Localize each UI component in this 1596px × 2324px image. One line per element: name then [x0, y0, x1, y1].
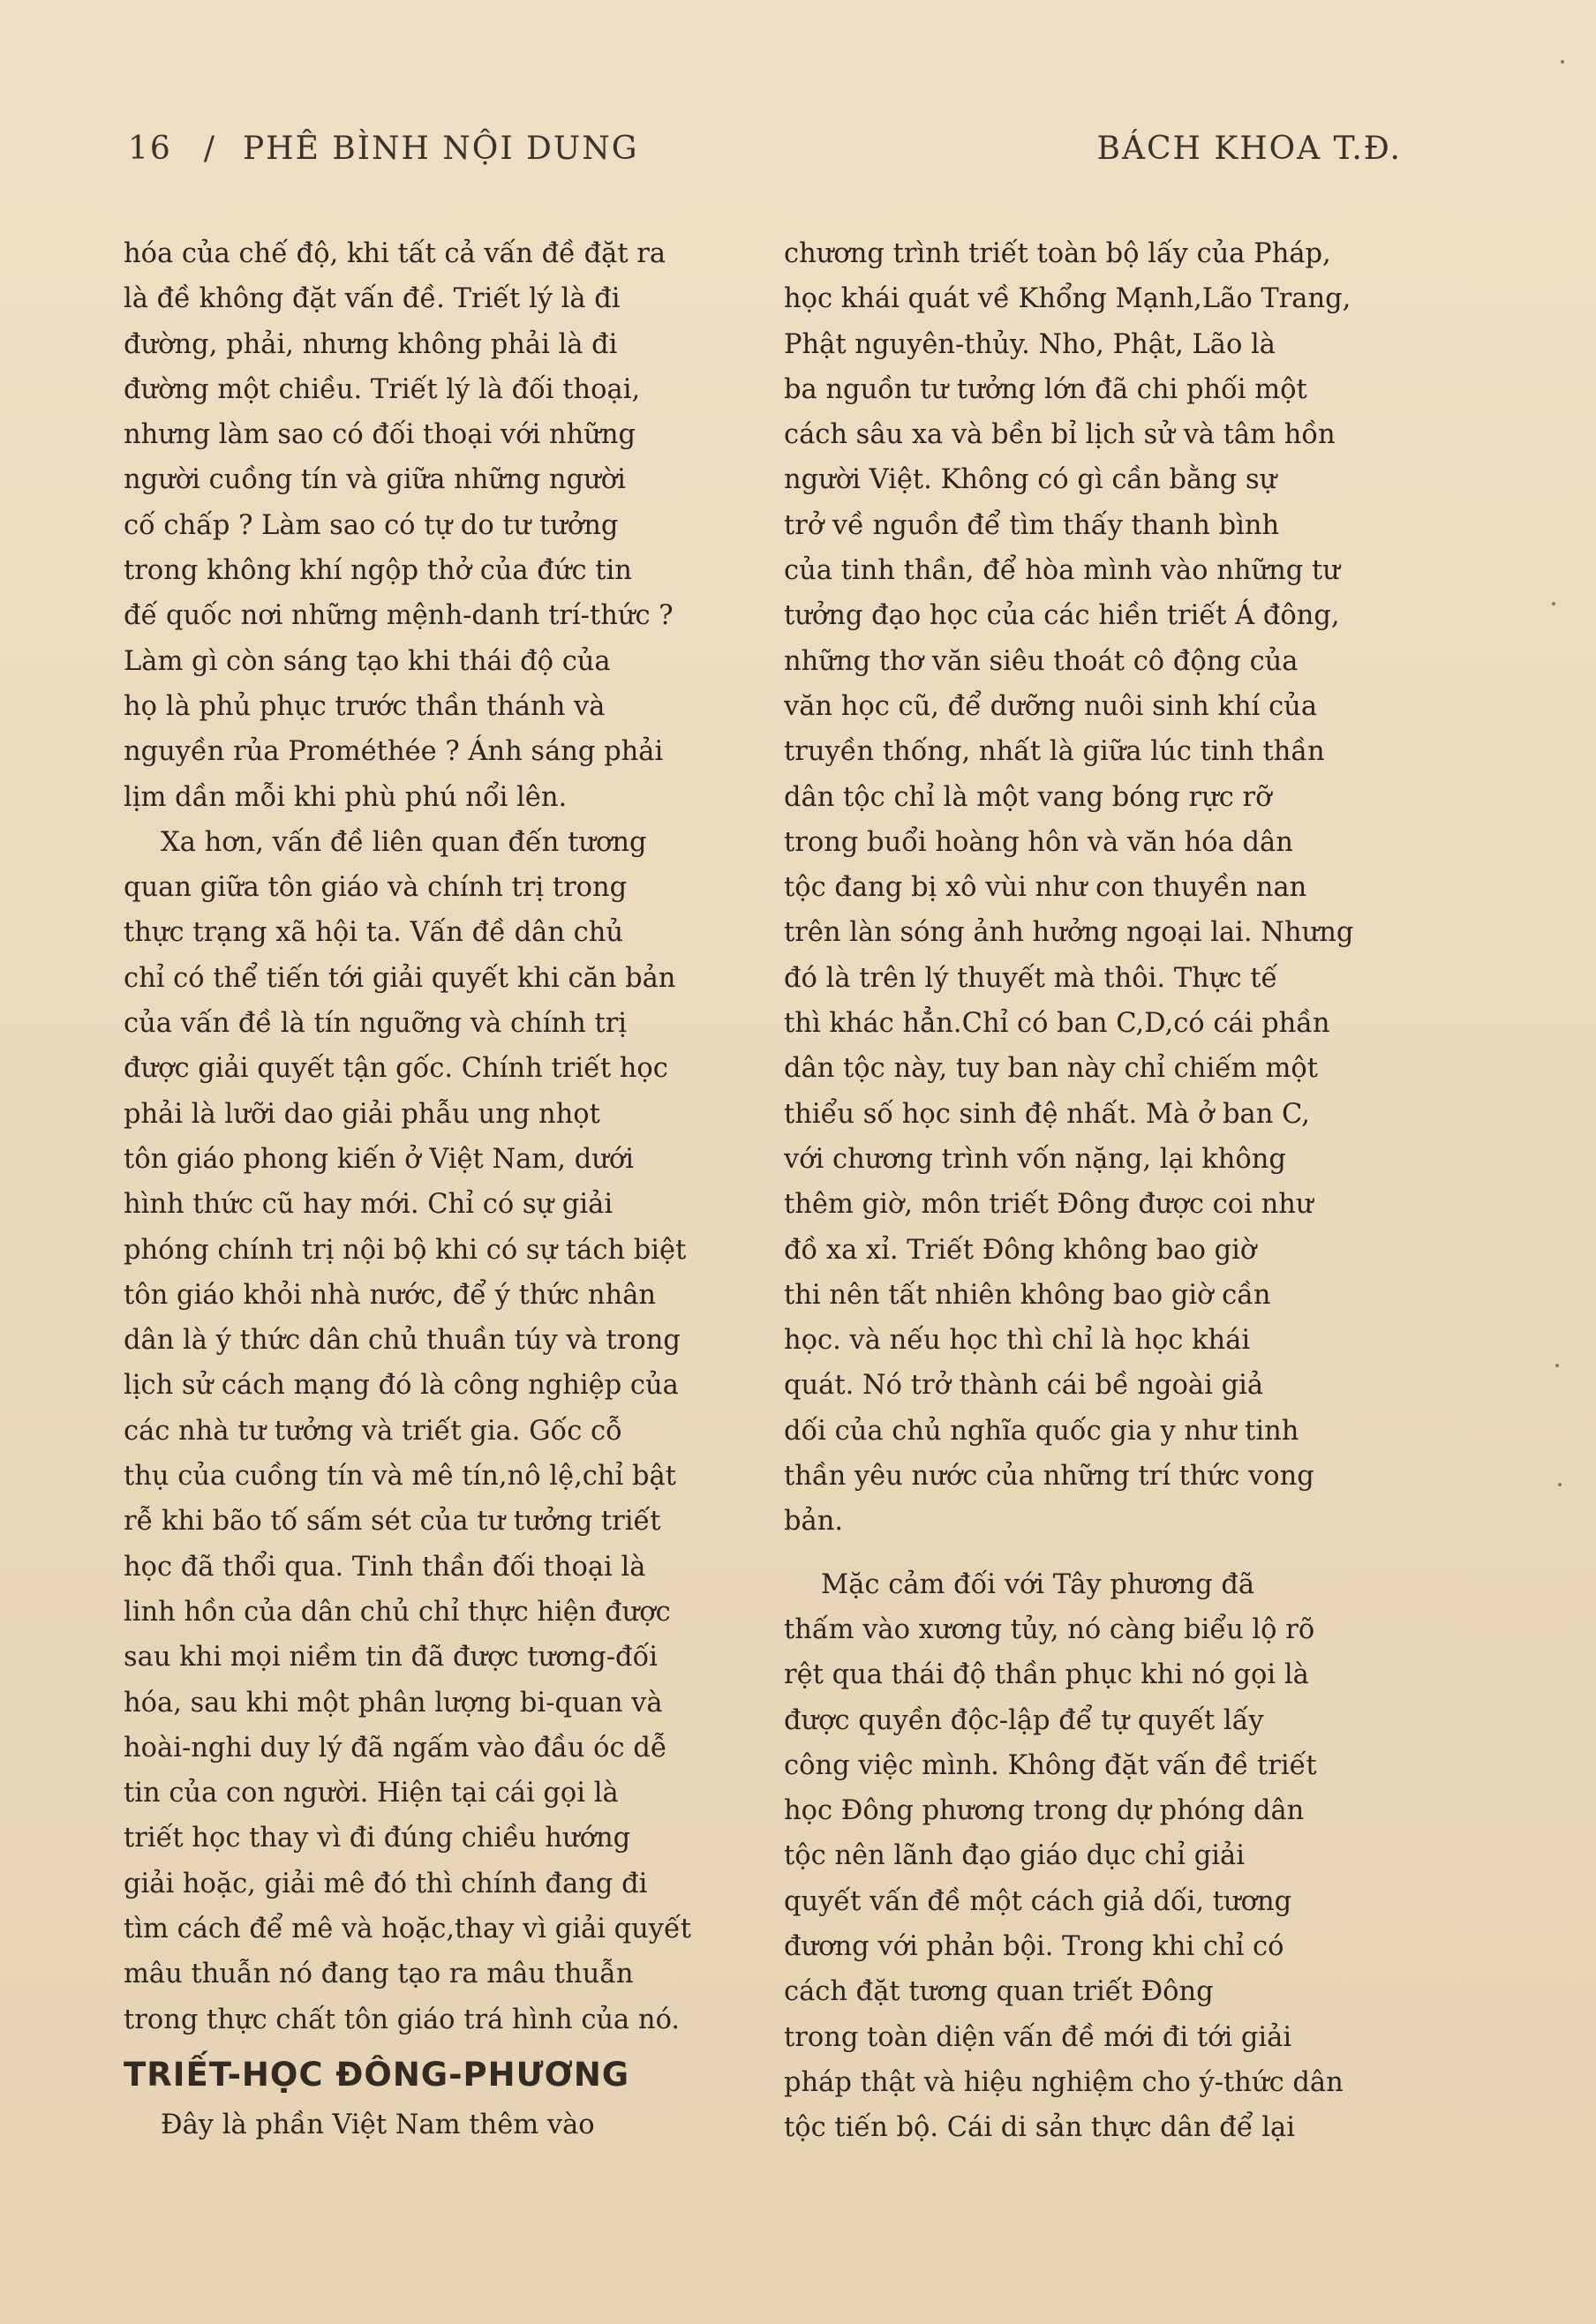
- text-line: nguyền rủa Prométhée ? Ánh sáng phải: [124, 736, 664, 768]
- paper-speck: [1561, 60, 1564, 64]
- page-number: 16: [128, 131, 172, 167]
- text-line: họ là phủ phục trước thần thánh và: [124, 690, 606, 722]
- text-line: thụ của cuồng tín và mê tín,nô lệ,chỉ bật: [124, 1461, 676, 1493]
- text-line: tộc nên lãnh đạo giáo dục chỉ giải: [784, 1840, 1245, 1872]
- text-line: cách đặt tương quan triết Đông: [784, 1976, 1214, 2008]
- text-line: chỉ có thể tiến tới giải quyết khi căn bản: [124, 962, 676, 994]
- text-line: mâu thuẫn nó đang tạo ra mâu thuẫn: [124, 1959, 634, 1990]
- text-line: thì khác hẳn.Chỉ có ban C,D,có cái phần: [784, 1008, 1330, 1040]
- paper-speck: [1558, 1483, 1562, 1486]
- text-line: cố chấp ? Làm sao có tự do tư tưởng: [124, 509, 619, 541]
- text-line: đương với phản bội. Trong khi chỉ có: [784, 1930, 1284, 1962]
- paper-speck: [1552, 602, 1555, 605]
- text-line: quyết vấn đề một cách giả dối, tương: [784, 1885, 1292, 1917]
- text-line: hóa, sau khi một phân lượng bi-quan và: [124, 1687, 663, 1719]
- text-line: những thơ văn siêu thoát cô động của: [784, 645, 1299, 677]
- text-line: đó là trên lý thuyết mà thôi. Thực tế: [784, 962, 1278, 994]
- text-line: tin của con người. Hiện tại cái gọi là: [124, 1778, 619, 1809]
- text-line: pháp thật và hiệu nghiệm cho ý-thức dân: [784, 2066, 1344, 2098]
- text-line: hình thức cũ hay mới. Chỉ có sự giải: [124, 1189, 614, 1221]
- text-line: truyền thống, nhất là giữa lúc tinh thần: [784, 736, 1325, 768]
- text-line: linh hồn của dân chủ chỉ thực hiện được: [124, 1596, 671, 1628]
- text-line: nhưng làm sao có đối thoại với những: [124, 419, 636, 451]
- text-line: dân tộc chỉ là một vang bóng rực rỡ: [784, 781, 1272, 813]
- text-line: tôn giáo khỏi nhà nước, để ý thức nhân: [124, 1279, 657, 1311]
- text-line: dối của chủ nghĩa quốc gia y như tinh: [784, 1415, 1299, 1447]
- text-line: phải là lưỡi dao giải phẫu ung nhọt: [124, 1098, 600, 1130]
- text-line: người Việt. Không có gì cần bằng sự: [784, 464, 1277, 496]
- text-line: thiểu số học sinh đệ nhất. Mà ở ban C,: [784, 1098, 1310, 1130]
- text-line: học. và nếu học thì chỉ là học khái: [784, 1325, 1251, 1357]
- text-line: rễ khi bão tố sấm sét của tư tưởng triết: [124, 1506, 661, 1538]
- text-line: văn học cũ, để dưỡng nuôi sinh khí của: [784, 690, 1317, 722]
- header-separator: /: [203, 131, 216, 167]
- text-line: là đề không đặt vấn đề. Triết lý là đi: [124, 283, 621, 315]
- paragraph: [784, 231, 1402, 1545]
- text-line: thấm vào xương tủy, nó càng biểu lộ rõ: [784, 1613, 1315, 1645]
- text-line: chương trình triết toàn bộ lấy của Pháp,: [784, 238, 1331, 269]
- text-line: đồ xa xỉ. Triết Đông không bao giờ: [784, 1234, 1257, 1266]
- text-line: học đã thổi qua. Tinh thần đối thoại là: [124, 1551, 646, 1583]
- text-line: tôn giáo phong kiến ở Việt Nam, dưới: [124, 1143, 634, 1175]
- text-line: dân là ý thức dân chủ thuần túy và trong: [124, 1325, 681, 1357]
- text-line: ba nguồn tư tưởng lớn đã chi phối một: [784, 373, 1307, 405]
- paragraph: [124, 231, 742, 820]
- text-line: học khái quát về Khổng Mạnh,Lão Trang,: [784, 283, 1351, 315]
- text-line: trong thực chất tôn giáo trá hình của nó.: [124, 2004, 681, 2035]
- text-line: quan giữa tôn giáo và chính trị trong: [124, 872, 628, 904]
- text-line: phóng chính trị nội bộ khi có sự tách biệt: [124, 1234, 687, 1266]
- text-line: Phật nguyên-thủy. Nho, Phật, Lão là: [784, 328, 1276, 360]
- text-line: trong không khí ngộp thở của đức tin: [124, 555, 632, 587]
- paragraph: [784, 1562, 1402, 2151]
- text-line: cách sâu xa và bền bỉ lịch sử và tâm hồn: [784, 419, 1336, 451]
- text-line: quát. Nó trở thành cái bề ngoài giả: [784, 1370, 1264, 1402]
- text-line: tưởng đạo học của các hiền triết Á đông,: [784, 600, 1340, 632]
- section-heading: TRIẾT-HỌC ĐÔNG-PHƯƠNG: [124, 2055, 630, 2094]
- section-title: PHÊ BÌNH NỘI DUNG: [242, 131, 639, 167]
- text-line: tộc tiến bộ. Cái di sản thực dân để lại: [784, 2112, 1295, 2144]
- running-header: [128, 131, 1402, 175]
- text-line: đường, phải, nhưng không phải là đi: [124, 328, 618, 360]
- text-line: trên làn sóng ảnh hưởng ngoại lai. Nhưng: [784, 917, 1354, 949]
- text-line: học Đông phương trong dự phóng dân: [784, 1795, 1305, 1827]
- text-line: Làm gì còn sáng tạo khi thái độ của: [124, 645, 611, 677]
- text-line: các nhà tư tưởng và triết gia. Gốc cỗ: [124, 1415, 622, 1447]
- text-line: thực trạng xã hội ta. Vấn đề dân chủ: [124, 917, 624, 949]
- text-line: thêm giờ, môn triết Đông được coi như: [784, 1189, 1314, 1221]
- paragraph: [124, 820, 742, 2042]
- text-line: tộc đang bị xô vùi như con thuyền nan: [784, 872, 1307, 904]
- text-line: hóa của chế độ, khi tất cả vấn đề đặt ra: [124, 238, 666, 269]
- text-line: rệt qua thái độ thần phục khi nó gọi là: [784, 1659, 1309, 1691]
- text-line: bản.: [784, 1506, 844, 1538]
- text-line: dân tộc này, tuy ban này chỉ chiếm một: [784, 1053, 1319, 1085]
- text-line: Xa hơn, vấn đề liên quan đến tương: [161, 826, 647, 858]
- text-line: đế quốc nơi những mệnh-danh trí-thức ?: [124, 600, 674, 632]
- publication-title: BÁCH KHOA T.Đ.: [1096, 131, 1402, 167]
- left-column: [124, 231, 742, 2147]
- text-line: sau khi mọi niềm tin đã được tương-đối: [124, 1642, 658, 1673]
- text-line: Mặc cảm đối với Tây phương đã: [821, 1568, 1255, 1600]
- text-line: hoài-nghi duy lý đã ngấm vào đầu óc dễ: [124, 1732, 667, 1764]
- text-line: trong toàn diện vấn đề mới đi tới giải: [784, 2021, 1292, 2053]
- text-line: được quyền độc-lập để tự quyết lấy: [784, 1704, 1264, 1736]
- text-line: thi nên tất nhiên không bao giờ cần: [784, 1279, 1271, 1311]
- text-line: được giải quyết tận gốc. Chính triết học: [124, 1053, 668, 1085]
- text-line: đường một chiều. Triết lý là đối thoại,: [124, 373, 641, 405]
- text-line: triết học thay vì đi đúng chiều hướng: [124, 1823, 631, 1854]
- text-line: lịm dần mỗi khi phù phú nổi lên.: [124, 781, 568, 813]
- right-column: [784, 231, 1402, 2150]
- text-line: của vấn đề là tín nguỡng và chính trị: [124, 1008, 628, 1040]
- text-line: giải hoặc, giải mê đó thì chính đang đi: [124, 1868, 648, 1899]
- text-line: tìm cách để mê và hoặc,thay vì giải quyết: [124, 1913, 692, 1944]
- text-line: trở về nguồn để tìm thấy thanh bình: [784, 509, 1280, 541]
- text-line: thần yêu nước của những trí thức vong: [784, 1461, 1314, 1493]
- paper-speck: [1555, 1364, 1559, 1367]
- text-line: lịch sử cách mạng đó là công nghiệp của: [124, 1370, 679, 1402]
- text-line: trong buổi hoàng hôn và văn hóa dân: [784, 826, 1293, 858]
- text-line: với chương trình vốn nặng, lại không: [784, 1143, 1286, 1175]
- paragraph: [124, 2102, 742, 2147]
- text-line: người cuồng tín và giữa những người: [124, 464, 626, 496]
- text-line: Đây là phần Việt Nam thêm vào: [161, 2109, 595, 2140]
- text-line: của tinh thần, để hòa mình vào những tư: [784, 555, 1340, 587]
- text-line: công việc mình. Không đặt vấn đề triết: [784, 1749, 1317, 1781]
